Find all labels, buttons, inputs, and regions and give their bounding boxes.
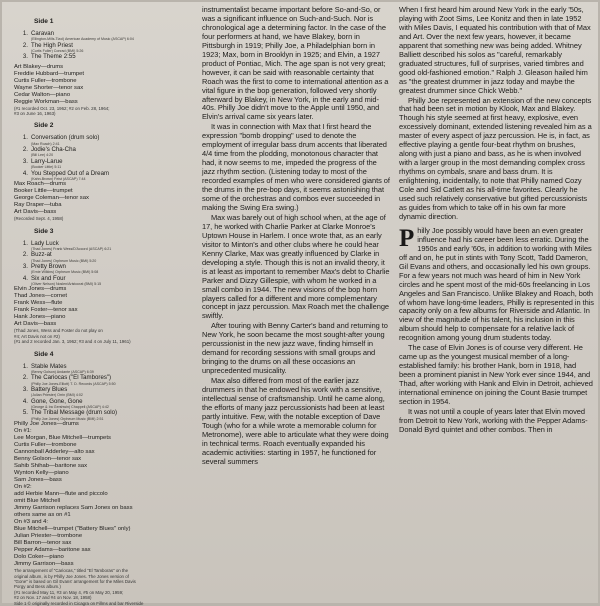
personnel-line: Cannonball Adderley—alto sax xyxy=(14,449,95,456)
paragraph: It was not until a couple of years later that Elvin moved from Detroit to New York, working with the Pepper Adams-Donald Byrd quintet and other combos. Then in xyxy=(399,406,588,434)
side-4-tracks xyxy=(14,363,192,422)
personnel-line: Art Davis—bass xyxy=(14,321,57,328)
paragraph: Max was barely out of high school when, at the age of 17, he worked with Charlie Parker at Clarke Monroe's Uptown House in Harlem. I once wrote that, as an early visitor to Minton's and other clubs where he could hear Kenny Clarke, Max was greatly influenced by Clarke in developing a style. Though this is not an invalid theory, it is at least as important to remember Max's debt to Charlie Parker and Dizzy Gillespie, with whom he worked in a small combo in 1944. The new visions of the bop horn players called for a different and more complementary concept in jazz percussion. Max Roach met the challenge swiftly. xyxy=(202,212,390,321)
personnel-line: add Herbie Mann—flute and piccolo xyxy=(14,491,108,498)
personnel-line: Jimmy Garrison—bass xyxy=(14,561,74,568)
liner-notes-sheet xyxy=(2,2,598,606)
recording-note: (Thad Jones, Wess and Foster do not play on xyxy=(14,328,103,334)
personnel-line: others same as on #1 xyxy=(14,512,71,519)
track-credit: (Bill Lee) 4:20 xyxy=(31,153,54,158)
group-label: On #1: xyxy=(14,428,32,435)
recording-note: (#1 recorded Oct. 23, 1962; #2 on Feb. 28, 1964; xyxy=(14,105,110,111)
personnel-line: George Coleman—tenor sax xyxy=(14,195,89,202)
side-1-personnel xyxy=(14,64,192,117)
liner-notes-column-3 xyxy=(399,6,594,436)
track-credit: (Oliver Nelson) Noslen/Aristocrat (BMI) 5:15 xyxy=(31,281,102,286)
recording-note: "Gone" is based on Gil Evans' arrangement for the Miles Davis xyxy=(14,579,136,584)
track-item: 3. Battery Blues xyxy=(22,386,68,394)
group-label: On #3 and 4: xyxy=(14,519,49,526)
personnel-line: Max Roach—drums xyxy=(14,181,67,188)
track-credit: (Thad Jones) Orpheum Music (BMI) 5:20 xyxy=(31,258,97,263)
track-credit: (Julian Priester) Orrin (BMI) 4:02 xyxy=(31,393,83,398)
personnel-line: Sam Jones—bass xyxy=(14,477,62,484)
side-3-personnel xyxy=(14,286,192,344)
track-credit: (Max Roach) 2:41 xyxy=(31,141,60,146)
personnel-line: Lee Morgan, Blue Mitchell—trumpets xyxy=(14,435,111,442)
side-1-tracks xyxy=(14,30,192,61)
personnel-line: Curtis Fuller—trombone xyxy=(14,442,77,449)
personnel-line: Ray Draper—tuba xyxy=(14,202,62,209)
personnel-line: Art Davis—bass xyxy=(14,209,57,216)
personnel-line: Sahib Shihab—baritone sax xyxy=(14,463,88,470)
personnel-line: Thad Jones—cornet xyxy=(14,293,68,300)
paragraph: When I first heard him around New York in the early '50s, playing with Zoot Sims, Lee Konitz and then in late 1952 with Miles Davis, I equated his contribution with that of Max and Art. Over the next few years, however, it became apparent that something new was being added. Whitney Balliett described his solos as "careful, remarkably graduated structures, full of surprises, varied timbres and good old-fashioned emotion." Ralph J. Gleason hailed him as "the greatest drummer in jazz today and maybe the greatest drummer since Chick Webb." xyxy=(399,5,591,95)
track-item: 3. Larry-Larue xyxy=(22,157,63,165)
track-item: 3. The Theme 2:55 xyxy=(22,53,76,61)
recording-note: #3 on June 16, 1963) xyxy=(14,111,56,117)
paragraph: After touring with Benny Carter's band and returning to New York, he soon became the most sought-after young percussionist in the new jazz wave, finding himself in demand for recording sessions with small groups and bringing to the drums on all these occasions an unprecedented musicality. xyxy=(202,321,388,376)
recording-note: (Recorded Sept. 4, 1958) xyxy=(14,216,64,222)
personnel-line: Pepper Adams—baritone sax xyxy=(14,547,91,554)
track-item: 4. Gone, Gone, Gone xyxy=(22,397,83,405)
personnel-line: Dolo Coker—piano xyxy=(14,554,64,561)
recording-note: #4; Art Davis not on #2) xyxy=(14,333,60,339)
dropcap-paragraph: Philly Joe possibly would have been an even greater influence had his career been less erratic. During the 1950s and early '60s, in addition to working with Miles off and on, he put in stints with Tony Scott, Tadd Dameron, Gil Evans and others, and occasionally led his own groups. For a few years not much was heard of him in New York circles and he spent most of the mid-60s freelancing in Los Angeles and San Francisco. Unlike Blakey and Roach, both of whom have long-time leaders, Philly is represented in this capacity only on a few albums for Riverside and Atlantic. In view of the magnitude of his talent, his inclusion in this album should help to compensate for a relative lack of recognition among young drum students today. xyxy=(399,224,594,343)
track-credit: (Philly Joe Jones) Orpheum Music (BMI) 2:51 xyxy=(31,416,104,421)
personnel-line: Curtis Fuller—trombone xyxy=(14,77,77,84)
track-item: 1. Lady Luck xyxy=(22,239,59,247)
side-1-heading: Side 1 xyxy=(34,18,54,25)
side-2-tracks xyxy=(14,134,192,181)
track-item: 4. Six and Four xyxy=(22,274,66,282)
recording-note: (#1 and 2 recorded Jan. 3, 1962; #3 and 4 on July 11, 1961) xyxy=(14,339,131,345)
track-credit: (George & Ira Gershwin) Chappell (ASCAP) 4:42 xyxy=(31,404,109,409)
track-credit: (Kahn-Brown) Feist (ASCAP) 7:44 xyxy=(31,176,86,181)
paragraph: instrumentalist became important before So-and-So, or was a significant influence on Such-and-Such. Nor is chronological age a determining factor. In the case of the four performers at hand, we have Blakey, born in Pittsburgh in 1919; Philly Joe, a Philadelphian born in 1923; Max, born in Brooklyn in 1925; and Elvin, a 1927 product of Pontiac, Mich. The age span is not very great; however, it can be said with reasonable certainty that Roach was the first to come to international attention as a vital figure in the bop generation, followed very shortly afterward by Blakey, in New York, in the early and mid-40s. Philly Joe didn't move to the Apple until 1950, and Elvin's arrival came six years later. xyxy=(202,5,389,122)
personnel-line: Booker Little—trumpet xyxy=(14,188,73,195)
personnel-line: Wynton Kelly—piano xyxy=(14,470,69,477)
personnel-line: Art Blakey—drums xyxy=(14,63,64,70)
personnel-line: Jimmy Garrison replaces Sam Jones on bass xyxy=(14,505,133,512)
track-item: 2. The High Priest xyxy=(22,41,73,49)
track-credit: (Curtis Fuller) Conrad (BMI) 5:26 xyxy=(31,48,84,53)
side-2-personnel xyxy=(14,181,192,221)
paragraph: Max also differed from most of the earlier jazz drummers in that he endowed his work with a sensitive, intellectual sense of craftsmanship. Until he came along, the efforts of many jazz percussionists had been at least partly intuitive. Few, with the notable exception of Dave Tough (who for a while wrote a memorable column for Metronome), were able to articulate what they were doing in technical terms. Roach eventually expanded his academic activities: starting in 1957, he functioned for several summers xyxy=(202,376,389,466)
track-item: 5. The Tribal Message (drum solo) xyxy=(22,409,118,417)
recording-note: Side 1 © originally recorded in Cicagra on Fillms and bar Riverside xyxy=(14,600,144,606)
track-credit: (Ernie Wilkins) Orpheum Music (BMI) 5:08 xyxy=(31,270,99,275)
track-item: 4. You Stepped Out of a Dream xyxy=(22,169,110,177)
side-3-heading: Side 3 xyxy=(34,227,54,235)
track-item: 2. Jodie's Cha-Cha xyxy=(22,146,76,154)
personnel-line: Julian Priester—trombone xyxy=(14,533,83,540)
track-item: 1. Conversation (drum solo) xyxy=(22,134,100,142)
liner-notes-column-2 xyxy=(202,6,390,468)
track-item: 1. Caravan xyxy=(22,30,55,37)
personnel-line: Philly Joe Jones—drums xyxy=(14,421,79,428)
personnel-line: Bill Barron—tenor sax xyxy=(14,540,72,547)
track-item: 3. Pretty Brown xyxy=(22,263,66,271)
side-3-tracks xyxy=(14,240,192,287)
track-item: 1. Stable Mates xyxy=(22,362,67,370)
paragraph: It was in connection with Max that I first heard the expression "bomb dropping" used to denote the employment of irregular bass drum accents that liberated 4/4 time from the plodding, monotonous character that had, it now seems to me, impeded the progress of the jazz rhythm section. (Listening today to most of the recorded examples of men who were considered giants of the drums in the pre-bop days, it seems astonishing that some of the orchestras and combos ever succeeded in making the Swing Era swing.) xyxy=(202,122,390,212)
side-4-heading: Side 4 xyxy=(34,350,54,358)
track-credit: (Ellington-Mills-Tizol) American Academy of Music (ASCAP) 6:04 xyxy=(31,37,134,42)
personnel-line: Blue Mitchell—trumpet ("Battery Blues" only) xyxy=(14,526,131,533)
recording-note: #2 on Nov. 17 and #4 on Nov. 18, 1958) xyxy=(14,595,92,601)
personnel-line: Frank Wess—flute xyxy=(14,300,63,307)
side-4-personnel xyxy=(14,421,192,606)
personnel-line: Reggie Workman—bass xyxy=(14,98,78,105)
track-item: 2. The Cariocas ("El Tambores") xyxy=(22,374,112,382)
recording-note: original album, is by Philly Joe Jones. The Jones version of xyxy=(14,573,129,579)
track-credit: (Philly Joe Jones-Elliott) T. D. Records (ASCAP) 5:50 xyxy=(31,381,116,386)
side-2-heading: Side 2 xyxy=(34,122,54,130)
personnel-line: Freddie Hubbard—trumpet xyxy=(14,70,85,77)
track-credit: (Booker Little) 5:11 xyxy=(31,165,62,170)
personnel-line: Hank Jones—piano xyxy=(14,314,66,321)
group-label: On #2: xyxy=(14,484,32,491)
track-credit: (Thad Jones) Frank Wess/D'Accord (ASCAP) 6:21 xyxy=(31,246,112,251)
track-credit: (Benny Golson) Andante (ASCAP) 6:39 xyxy=(31,369,94,374)
recording-note: Porgy and Bess album.) xyxy=(14,584,61,590)
personnel-line: Benny Golson—tenor sax xyxy=(14,456,82,463)
paragraph: The case of Elvin Jones is of course very different. He came up as the youngest musical member of a long-established family: his brother Hank, born in 1918, had been a prominent pianist in New York ever since 1944, and Thad, after working with Hank and Elvin in Detroit, achieved international eminence on joining the Count Basie trumpet section in 1954. xyxy=(399,343,593,406)
recording-note: The arrangement of "Cariocas," titled "El Tamboras" on the xyxy=(14,568,129,574)
personnel-line: Wayne Shorter—tenor sax xyxy=(14,84,84,91)
recording-note: (#1 recorded May 11, #3 on May 4, #5 on May 20, 1959; xyxy=(14,589,124,595)
tracklist-column xyxy=(14,18,192,606)
track-item: 2. Buzz-at xyxy=(22,251,52,259)
personnel-line: Frank Foster—tenor sax xyxy=(14,307,78,314)
personnel-line: Elvin Jones—drums xyxy=(14,286,67,293)
paragraph: Philly Joe represented an extension of the new concepts that had been set in motion by Klook, Max and Blakey. Though his style seemed at first heavy, explosive, even excessively dominant, extended listening revealed him as a master of every aspect of jazz percussion. He is, in fact, as effective playing a gentle four-beat rhythm on brushes, along with just a piano and bass, as he is when involved with a larger group in the most demanding complex cross rhythms on cymbals, snare and bass drum. It is enlightening, incidentally, to note that Philly named Cozy Cole and Sid Catlett as his all-time favorites. Clearly he used such relatively conservative but gifted percussionists as guides from which to take off in his own far more dynamic direction. xyxy=(399,95,592,221)
personnel-line: Cedar Walton—piano xyxy=(14,91,71,98)
personnel-line: omit Blue Mitchell xyxy=(14,498,61,505)
drop-cap: P xyxy=(399,224,415,252)
